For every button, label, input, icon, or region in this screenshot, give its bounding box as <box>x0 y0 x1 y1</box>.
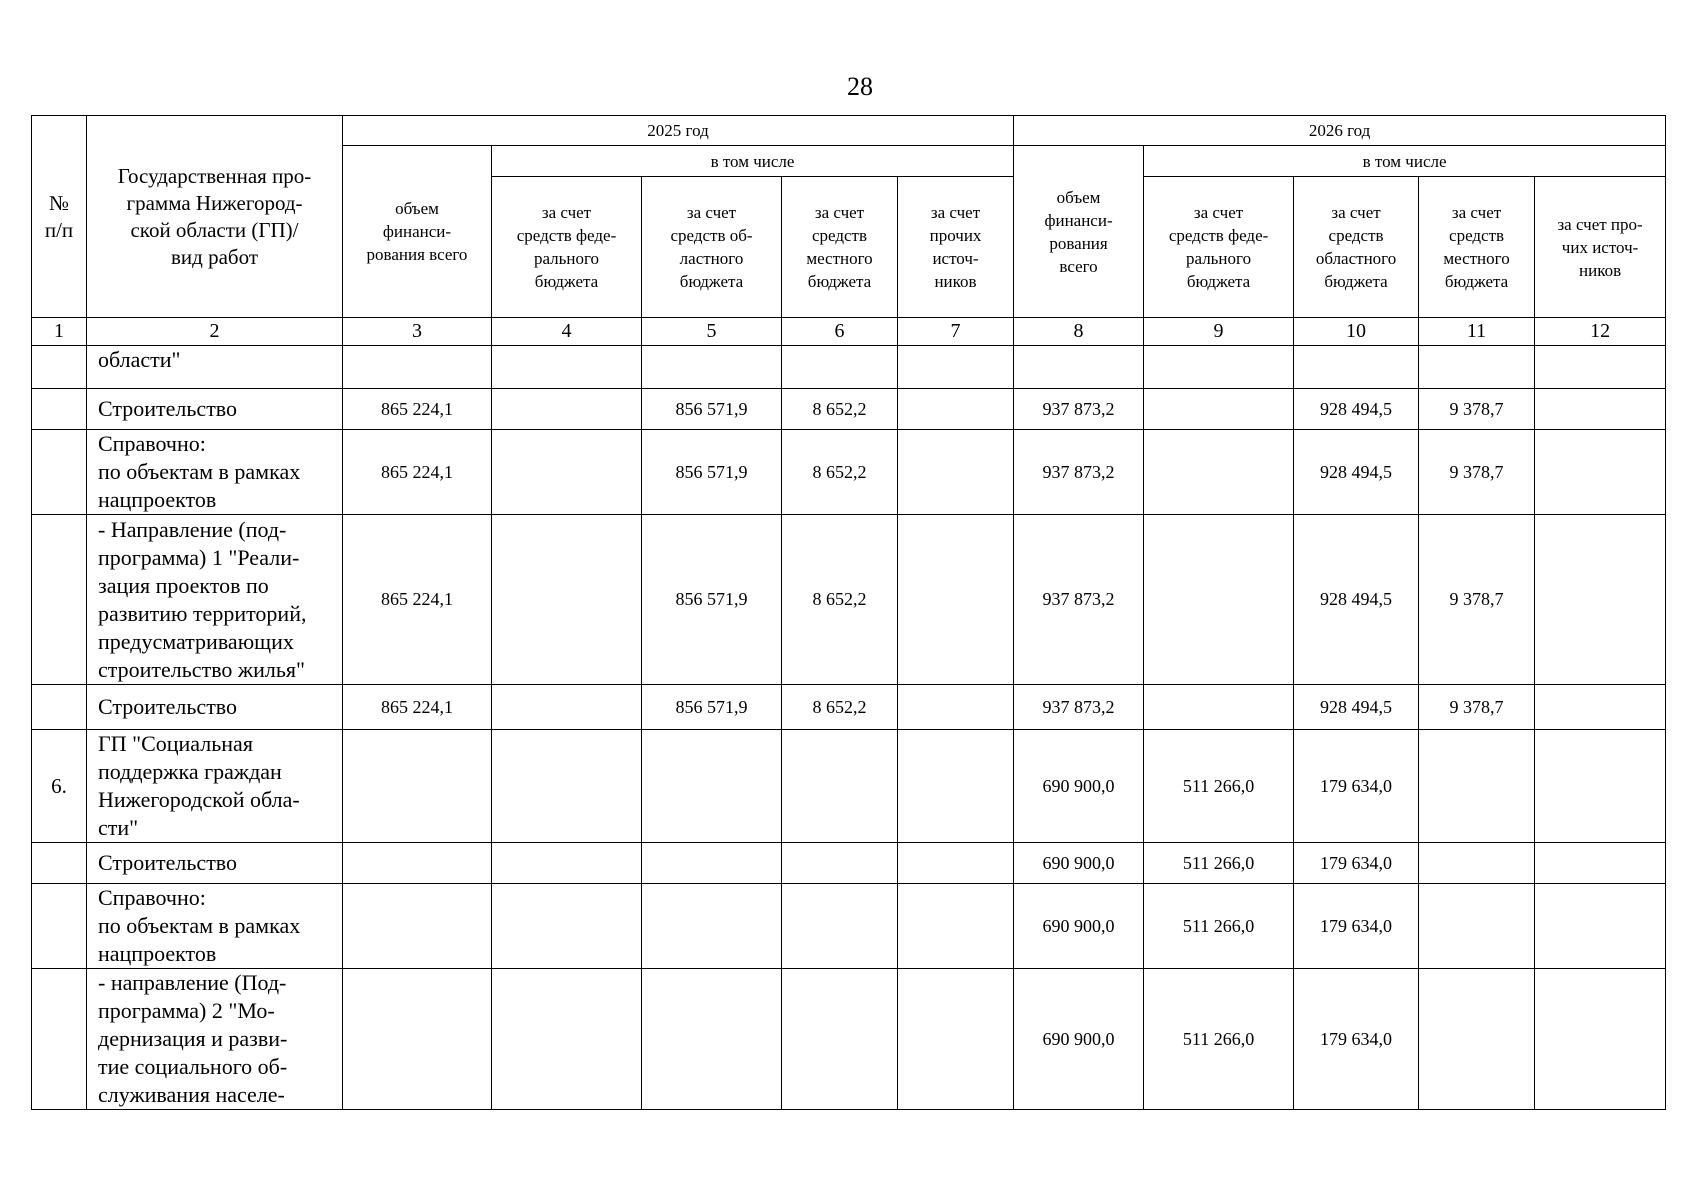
value-cell <box>492 730 642 843</box>
program-name-cell: ГП "Социальная поддержка граждан Нижегородской обла- сти" <box>87 730 343 843</box>
value-cell <box>898 884 1014 969</box>
header-year-2026: 2026 год <box>1014 116 1666 146</box>
column-number: 6 <box>782 318 898 346</box>
value-cell <box>1535 515 1666 685</box>
value-cell: 937 873,2 <box>1014 430 1144 515</box>
column-number: 11 <box>1419 318 1535 346</box>
value-cell: 511 266,0 <box>1144 884 1294 969</box>
value-cell <box>898 515 1014 685</box>
column-number: 10 <box>1294 318 1419 346</box>
header-federal-2026: за счет средств феде- рального бюджета <box>1144 177 1294 318</box>
value-cell <box>492 685 642 730</box>
budget-table <box>31 115 1666 1110</box>
program-name-cell: Справочно: по объектам в рамках нацпроектов <box>87 430 343 515</box>
column-number: 3 <box>343 318 492 346</box>
value-cell <box>1144 515 1294 685</box>
header-year-2025: 2025 год <box>343 116 1014 146</box>
value-cell <box>1294 346 1419 389</box>
value-cell <box>898 685 1014 730</box>
header-including-2025: в том числе <box>492 146 1014 177</box>
value-cell <box>1419 884 1535 969</box>
value-cell: 865 224,1 <box>343 515 492 685</box>
value-cell <box>1535 730 1666 843</box>
program-name-cell: Строительство <box>87 389 343 430</box>
header-col-no: № п/п <box>32 116 87 318</box>
row-number-cell <box>32 430 87 515</box>
value-cell <box>492 346 642 389</box>
value-cell <box>1535 346 1666 389</box>
value-cell <box>782 346 898 389</box>
value-cell <box>1144 389 1294 430</box>
header-regional-2025: за счет средств об- ластного бюджета <box>642 177 782 318</box>
value-cell <box>1535 969 1666 1110</box>
value-cell: 690 900,0 <box>1014 843 1144 884</box>
value-cell: 928 494,5 <box>1294 685 1419 730</box>
column-number: 12 <box>1535 318 1666 346</box>
row-number-cell <box>32 515 87 685</box>
program-name-cell: Строительство <box>87 685 343 730</box>
column-number: 9 <box>1144 318 1294 346</box>
value-cell: 8 652,2 <box>782 430 898 515</box>
table-row <box>32 389 1666 430</box>
value-cell: 865 224,1 <box>343 430 492 515</box>
value-cell: 179 634,0 <box>1294 843 1419 884</box>
value-cell: 511 266,0 <box>1144 730 1294 843</box>
table-body <box>32 346 1666 1110</box>
column-number: 7 <box>898 318 1014 346</box>
row-number-cell <box>32 389 87 430</box>
value-cell <box>492 969 642 1110</box>
value-cell <box>898 730 1014 843</box>
column-number: 1 <box>32 318 87 346</box>
value-cell: 928 494,5 <box>1294 389 1419 430</box>
value-cell <box>1535 843 1666 884</box>
value-cell <box>343 346 492 389</box>
value-cell: 928 494,5 <box>1294 515 1419 685</box>
value-cell: 937 873,2 <box>1014 685 1144 730</box>
value-cell <box>1535 430 1666 515</box>
value-cell: 690 900,0 <box>1014 969 1144 1110</box>
value-cell <box>642 843 782 884</box>
value-cell <box>492 430 642 515</box>
value-cell <box>898 430 1014 515</box>
value-cell <box>492 884 642 969</box>
row-number-cell <box>32 884 87 969</box>
value-cell: 8 652,2 <box>782 685 898 730</box>
header-total-2025: объем финанси- рования всего <box>343 146 492 318</box>
value-cell <box>782 884 898 969</box>
value-cell <box>492 389 642 430</box>
table-row <box>32 430 1666 515</box>
header-regional-2026: за счет средств областного бюджета <box>1294 177 1419 318</box>
value-cell <box>1144 346 1294 389</box>
value-cell: 865 224,1 <box>343 685 492 730</box>
value-cell: 179 634,0 <box>1294 969 1419 1110</box>
value-cell: 9 378,7 <box>1419 685 1535 730</box>
row-number-cell <box>32 843 87 884</box>
table-row <box>32 884 1666 969</box>
program-name-cell: - направление (Под- программа) 2 "Мо- дернизация и разви- тие социального об- служивания населе- <box>87 969 343 1110</box>
value-cell <box>782 969 898 1110</box>
value-cell <box>898 346 1014 389</box>
page-number: 28 <box>847 72 873 101</box>
value-cell <box>492 843 642 884</box>
value-cell <box>642 884 782 969</box>
value-cell <box>1144 430 1294 515</box>
column-number: 2 <box>87 318 343 346</box>
value-cell: 179 634,0 <box>1294 884 1419 969</box>
value-cell <box>1535 685 1666 730</box>
row-number-cell: 6. <box>32 730 87 843</box>
value-cell: 8 652,2 <box>782 515 898 685</box>
value-cell: 856 571,9 <box>642 515 782 685</box>
value-cell <box>1419 969 1535 1110</box>
value-cell <box>898 389 1014 430</box>
program-name-cell: области" <box>87 346 343 389</box>
column-number: 5 <box>642 318 782 346</box>
table-row <box>32 843 1666 884</box>
value-cell: 9 378,7 <box>1419 389 1535 430</box>
value-cell <box>782 843 898 884</box>
value-cell: 937 873,2 <box>1014 515 1144 685</box>
header-total-2026: объем финанси- рования всего <box>1014 146 1144 318</box>
value-cell <box>343 969 492 1110</box>
value-cell: 179 634,0 <box>1294 730 1419 843</box>
program-name-cell: Строительство <box>87 843 343 884</box>
value-cell: 865 224,1 <box>343 389 492 430</box>
table-row <box>32 515 1666 685</box>
column-numbers-row <box>32 318 1666 346</box>
header-federal-2025: за счет средств феде- рального бюджета <box>492 177 642 318</box>
value-cell <box>1014 346 1144 389</box>
column-number: 8 <box>1014 318 1144 346</box>
header-including-2026: в том числе <box>1144 146 1666 177</box>
header-local-2026: за счет средств местного бюджета <box>1419 177 1535 318</box>
value-cell <box>1419 346 1535 389</box>
value-cell <box>1535 884 1666 969</box>
value-cell <box>343 730 492 843</box>
value-cell: 9 378,7 <box>1419 515 1535 685</box>
value-cell <box>782 730 898 843</box>
value-cell <box>343 884 492 969</box>
value-cell <box>898 969 1014 1110</box>
value-cell <box>1144 685 1294 730</box>
header-other-2026: за счет про- чих источ- ников <box>1535 177 1666 318</box>
value-cell <box>1535 389 1666 430</box>
value-cell: 511 266,0 <box>1144 969 1294 1110</box>
column-number: 4 <box>492 318 642 346</box>
value-cell: 8 652,2 <box>782 389 898 430</box>
value-cell: 511 266,0 <box>1144 843 1294 884</box>
program-name-cell: Справочно: по объектам в рамках нацпроектов <box>87 884 343 969</box>
row-number-cell <box>32 685 87 730</box>
value-cell: 928 494,5 <box>1294 430 1419 515</box>
row-number-cell <box>32 969 87 1110</box>
value-cell: 856 571,9 <box>642 685 782 730</box>
header-local-2025: за счет средств местного бюджета <box>782 177 898 318</box>
table-row <box>32 730 1666 843</box>
value-cell <box>1419 843 1535 884</box>
value-cell: 690 900,0 <box>1014 884 1144 969</box>
value-cell: 937 873,2 <box>1014 389 1144 430</box>
value-cell: 9 378,7 <box>1419 430 1535 515</box>
value-cell: 856 571,9 <box>642 430 782 515</box>
table-row <box>32 969 1666 1110</box>
value-cell: 856 571,9 <box>642 389 782 430</box>
value-cell: 690 900,0 <box>1014 730 1144 843</box>
value-cell <box>642 346 782 389</box>
table-row <box>32 346 1666 389</box>
table-header <box>32 116 1666 346</box>
row-number-cell <box>32 346 87 389</box>
value-cell <box>343 843 492 884</box>
header-other-2025: за счет прочих источ- ников <box>898 177 1014 318</box>
value-cell <box>898 843 1014 884</box>
header-col-program: Государственная про- грамма Нижегород- ской области (ГП)/ вид работ <box>87 116 343 318</box>
value-cell <box>1419 730 1535 843</box>
program-name-cell: - Направление (под- программа) 1 "Реали- зация проектов по развитию территорий, предусматривающих строительство жилья" <box>87 515 343 685</box>
value-cell <box>642 969 782 1110</box>
value-cell <box>492 515 642 685</box>
table-row <box>32 685 1666 730</box>
value-cell <box>642 730 782 843</box>
